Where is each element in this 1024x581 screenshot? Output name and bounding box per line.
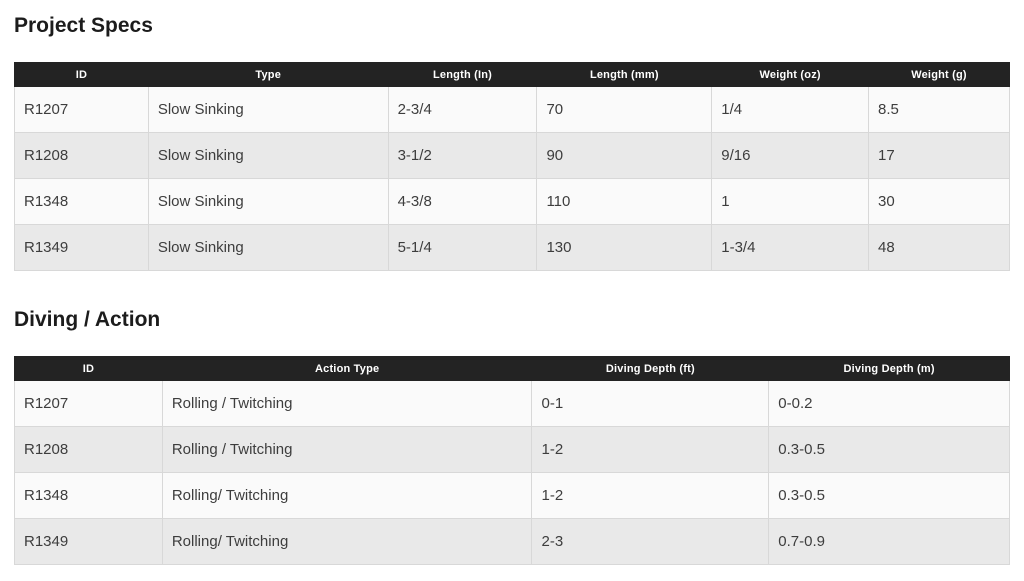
column-header: Action Type	[162, 357, 532, 381]
table-cell: Rolling/ Twitching	[162, 473, 532, 519]
table-cell: Slow Sinking	[148, 225, 388, 271]
table-cell: R1207	[15, 381, 163, 427]
column-header: Diving Depth (ft)	[532, 357, 769, 381]
table-cell: 5-1/4	[388, 225, 537, 271]
column-header: Weight (g)	[869, 63, 1010, 87]
table-row	[15, 473, 1010, 519]
table-cell: R1207	[15, 87, 149, 133]
column-header: Weight (oz)	[712, 63, 869, 87]
table-cell: 4-3/8	[388, 179, 537, 225]
table-cell: 70	[537, 87, 712, 133]
table-cell: R1348	[15, 473, 163, 519]
column-header: Length (mm)	[537, 63, 712, 87]
table-cell: 0.3-0.5	[769, 473, 1010, 519]
table-row	[15, 87, 1010, 133]
section-project-specs	[14, 13, 1010, 271]
table-cell: R1349	[15, 519, 163, 565]
table-cell: 0-1	[532, 381, 769, 427]
table-row	[15, 179, 1010, 225]
column-header: Type	[148, 63, 388, 87]
column-header: Length (In)	[388, 63, 537, 87]
table-cell: R1349	[15, 225, 149, 271]
table-row	[15, 427, 1010, 473]
column-header: ID	[15, 63, 149, 87]
table-cell: R1208	[15, 427, 163, 473]
table-cell: 9/16	[712, 133, 869, 179]
table-cell: 8.5	[869, 87, 1010, 133]
table-cell: 90	[537, 133, 712, 179]
table-cell: 2-3/4	[388, 87, 537, 133]
column-header: ID	[15, 357, 163, 381]
table-cell: Slow Sinking	[148, 133, 388, 179]
table-row	[15, 519, 1010, 565]
table-header-row	[15, 63, 1010, 87]
table-cell: 1-2	[532, 473, 769, 519]
table-cell: Rolling/ Twitching	[162, 519, 532, 565]
table-cell: R1348	[15, 179, 149, 225]
table-cell: Rolling / Twitching	[162, 427, 532, 473]
table-cell: 30	[869, 179, 1010, 225]
table-cell: Rolling / Twitching	[162, 381, 532, 427]
table-cell: R1208	[15, 133, 149, 179]
table-cell: 130	[537, 225, 712, 271]
diving-action-title: Diving / Action	[14, 308, 161, 331]
table-cell: Slow Sinking	[148, 87, 388, 133]
column-header: Diving Depth (m)	[769, 357, 1010, 381]
section-diving-action	[14, 307, 1010, 565]
table-cell: 0-0.2	[769, 381, 1010, 427]
table-cell: 0.3-0.5	[769, 427, 1010, 473]
table-row	[15, 225, 1010, 271]
table-cell: 48	[869, 225, 1010, 271]
project-specs-title: Project Specs	[14, 14, 153, 37]
table-cell: 1/4	[712, 87, 869, 133]
table-row	[15, 381, 1010, 427]
table-cell: 1-2	[532, 427, 769, 473]
table-cell: Slow Sinking	[148, 179, 388, 225]
project-specs-table	[14, 62, 1010, 271]
table-cell: 1-3/4	[712, 225, 869, 271]
table-cell: 17	[869, 133, 1010, 179]
table-cell: 2-3	[532, 519, 769, 565]
table-cell: 110	[537, 179, 712, 225]
table-cell: 3-1/2	[388, 133, 537, 179]
diving-action-table	[14, 356, 1010, 565]
table-cell: 0.7-0.9	[769, 519, 1010, 565]
table-row	[15, 133, 1010, 179]
table-header-row	[15, 357, 1010, 381]
table-cell: 1	[712, 179, 869, 225]
